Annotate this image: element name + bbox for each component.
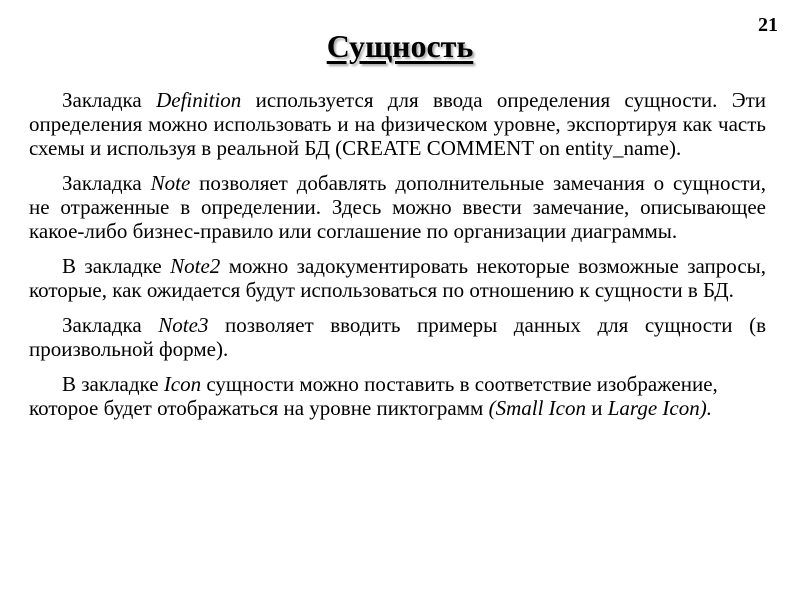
large-icon-term: Large Icon). xyxy=(607,396,712,420)
paragraph-text: Закладка xyxy=(62,171,151,195)
paragraph-note2 xyxy=(29,254,766,302)
tab-name-icon: Icon xyxy=(163,372,202,396)
paragraph-definition xyxy=(29,88,766,160)
paragraph-note xyxy=(29,171,766,243)
page-number: 21 xyxy=(758,14,778,36)
tab-name-definition: Definition xyxy=(156,88,242,112)
paragraph-text: можно задокументировать некоторые возможные запросы, которые, как ожидается будут использоваться по отношению к сущности в БД. xyxy=(29,254,766,302)
paragraph-text: сущности можно поставить в соответствие изображение, которое будет отображаться на уровне пиктограмм xyxy=(29,372,718,420)
slide-title: Сущность xyxy=(326,28,474,64)
paragraph-text: Закладка xyxy=(62,313,159,337)
paragraph-text: позволяет добавлять дополнительные замечания о сущности, не отраженные в определении. Здесь можно ввести замечание, описывающее какое-либо бизнес-правило или соглашение по организации диаграммы. xyxy=(29,171,766,243)
paragraph-text: Закладка xyxy=(62,88,157,112)
tab-name-note3: Note3 xyxy=(158,313,209,337)
tab-name-note2: Note2 xyxy=(170,254,221,278)
tab-name-note: Note xyxy=(150,171,191,195)
paragraph-text: позволяет вводить примеры данных для сущности (в произвольной форме). xyxy=(29,313,767,361)
slide-body xyxy=(29,88,766,431)
paragraph-text: и xyxy=(586,396,608,420)
paragraph-text: используется для ввода определения сущности. Эти определения можно использовать и на физическом уровне, экспортируя как часть схемы и используя в реальной БД (CREATE COMMENT on entity_name). xyxy=(29,88,767,160)
small-icon-term: (Small Icon xyxy=(488,396,586,420)
paragraph-icon xyxy=(29,372,766,420)
paragraph-text: В закладке xyxy=(62,254,171,278)
paragraph-text: В закладке xyxy=(62,372,164,396)
paragraph-note3 xyxy=(29,313,766,361)
